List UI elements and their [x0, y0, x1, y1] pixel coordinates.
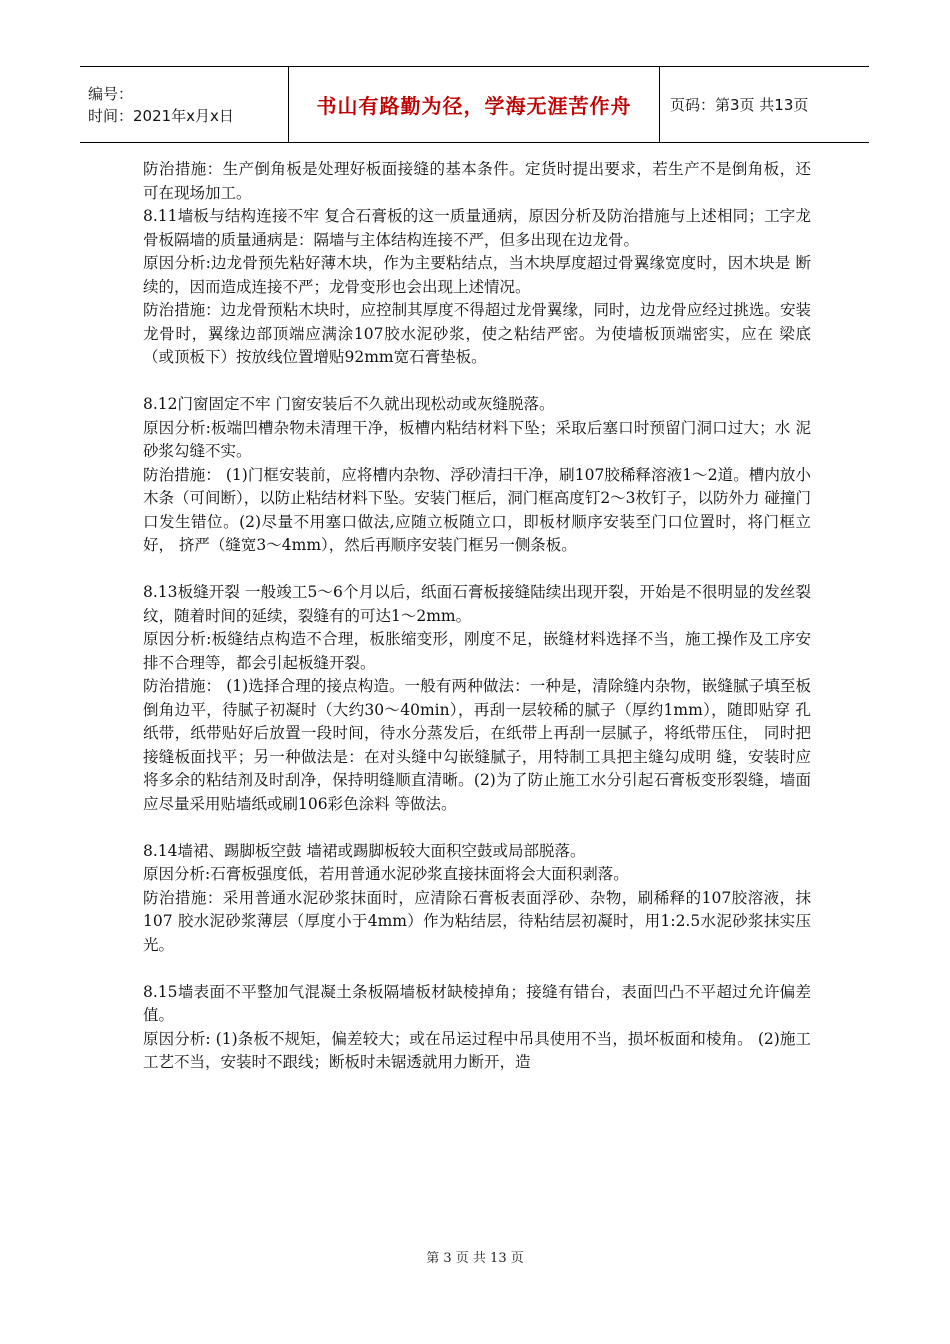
- document-number-label: 编号：: [88, 84, 134, 103]
- header-page-info: 页码：第3页 共13页: [670, 96, 809, 114]
- header-motto-cell: [289, 67, 660, 142]
- page-header: [80, 66, 869, 143]
- header-motto: 书山有路勤为径，学海无涯苦作舟: [316, 94, 632, 118]
- document-time-label: 时间：2021年x月x日: [88, 106, 234, 125]
- header-meta: [80, 67, 289, 142]
- paragraph-gap: [143, 370, 811, 394]
- page-footer: 第 3 页 共 13 页: [426, 1251, 524, 1266]
- body-paragraph: 原因分析:板端凹槽杂物未清理干净，板槽内粘结材料下坠；采取后塞口时预留门洞口过大；水 泥砂浆勾缝不实。: [143, 418, 811, 460]
- body-paragraph: 原因分析:板缝结点构造不合理，板胀缩变形，刚度不足，嵌缝材料选择不当，施工操作及工序安排不合理等，都会引起板缝开裂。: [143, 630, 811, 672]
- body-paragraph: 防治措施：生产倒角板是处理好板面接缝的基本条件。定货时提出要求，若生产不是倒角板，还 可在现场加工。: [143, 160, 811, 202]
- paragraph-gap: [143, 957, 811, 981]
- header-page-cell: [660, 67, 869, 142]
- body-paragraph: 8.13板缝开裂 一般竣工5～6个月以后，纸面石膏板接缝陆续出现开裂，开始是不很明显的发丝裂纹，随着时间的延续，裂缝有的可达1～2mm。: [143, 583, 811, 625]
- body-paragraph: 8.15墙表面不平整加气混凝土条板隔墙板材缺棱掉角；接缝有错台，表面凹凸不平超过允许偏差值。: [143, 982, 811, 1024]
- body-paragraph: 8.12门窗固定不牢 门窗安装后不久就出现松动或灰缝脱落。: [143, 395, 555, 413]
- body-paragraph: 防治措施： (1)门框安装前，应将槽内杂物、浮砂清扫干净，刷107胶稀释溶液1～2道。槽内放小木条（可间断），以防止粘结材料下坠。安装门框后，洞门框高度钉2～3枚钉子，以防外力 碰撞门口发生错位。(2)尽量不用塞口做法,应随立板随立口，即板材顺序安装至门口位置时，将门框立好， 挤严（缝宽3～4mm），然后再顺序安装门框另一侧条板。: [143, 465, 811, 554]
- body-paragraph: 8.11墙板与结构连接不牢 复合石膏板的这一质量通病，原因分析及防治措施与上述相同；工字龙骨板隔墙的质量通病是：隔墙与主体结构连接不严，但多出现在边龙骨。: [143, 207, 811, 249]
- body-paragraph: 原因分析: (1)条板不规矩，偏差较大；或在吊运过程中吊具使用不当，损坏板面和棱角。 (2)施工工艺不当，安装时不跟线；断板时未锯透就用力断开，造: [143, 1029, 811, 1071]
- paragraph-gap: [143, 558, 811, 582]
- body-paragraph: 防治措施：采用普通水泥砂浆抹面时，应清除石膏板表面浮砂、杂物，刷稀释的107胶溶液，抹107 胶水泥砂浆薄层（厚度小于4mm）作为粘结层，待粘结层初凝时，用1:2.5水泥砂浆抹实压光。: [143, 888, 811, 954]
- body-paragraph: 8.14墙裙、踢脚板空鼓 墙裙或踢脚板较大面积空鼓或局部脱落。: [143, 841, 586, 860]
- body-paragraph: 原因分析:石膏板强度低，若用普通水泥砂浆直接抹面将会大面积剥落。: [143, 865, 629, 883]
- paragraph-gap: [143, 816, 811, 840]
- body-paragraph: 防治措施：边龙骨预粘木块时，应控制其厚度不得超过龙骨翼缘，同时，边龙骨应经过挑选。安装龙骨时，翼缘边部顶端应满涂107胶水泥砂浆，使之粘结严密。为使墙板顶端密实，应在 梁底（或顶板下）按放线位置增贴92mm宽石膏垫板。: [143, 301, 811, 366]
- document-body: [143, 158, 811, 1075]
- body-paragraph: 防治措施： (1)选择合理的接点构造。一般有两种做法：一种是，清除缝内杂物，嵌缝腻子填至板倒角边平，待腻子初凝时（大约30～40min），再刮一层较稀的腻子（厚约1mm），随即贴穿 孔纸带，纸带贴好后放置一段时间，待水分蒸发后，在纸带上再刮一层腻子，将纸带压住， 同时把接缝板面找平；另一种做法是：在对头缝中勾嵌缝腻子，用特制工具把主缝勾成明 缝，安装时应将多余的粘结剂及时刮净，保持明缝顺直清晰。(2)为了防止施工水分引起石膏板变形裂缝，墙面应尽量采用贴墙纸或刷106彩色涂料 等做法。: [143, 677, 811, 813]
- body-paragraph: 原因分析:边龙骨预先粘好薄木块，作为主要粘结点，当木块厚度超过骨翼缘宽度时，因木块是 断续的，因而造成连接不严；龙骨变形也会出现上述情况。: [143, 254, 811, 296]
